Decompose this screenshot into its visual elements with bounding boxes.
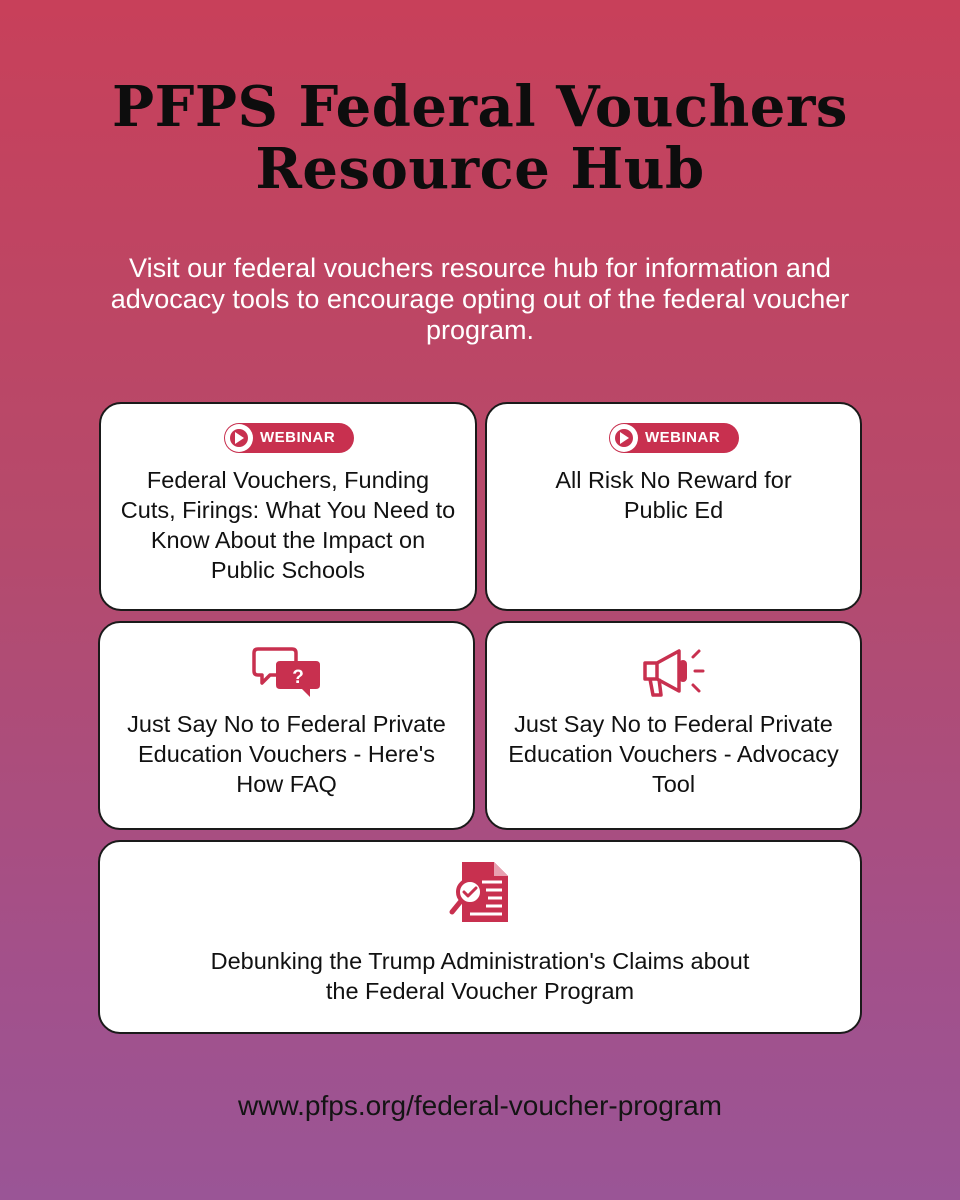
webinar-badge xyxy=(224,423,354,453)
card-title: Federal Vouchers, Funding Cuts, Firings: What You Need to Know About the Impact on Public Schools xyxy=(120,467,456,583)
title-line-2: Resource Hub xyxy=(255,136,705,202)
resource-card-debunking[interactable] xyxy=(98,840,862,1034)
resource-card-webinar-risk[interactable] xyxy=(485,402,862,611)
megaphone-icon xyxy=(639,645,709,701)
resource-card-advocacy[interactable] xyxy=(485,621,862,830)
svg-text:?: ? xyxy=(292,667,304,688)
resource-card-faq[interactable] xyxy=(98,621,475,830)
card-title: All Risk No Reward for Public Ed xyxy=(555,467,792,523)
page-title xyxy=(0,76,960,200)
card-title: Just Say No to Federal Private Education Vouchers - Here's How FAQ xyxy=(127,711,446,797)
document-search-icon xyxy=(448,860,514,926)
card-title: Just Say No to Federal Private Education Vouchers - Advocacy Tool xyxy=(508,711,839,797)
card-title: Debunking the Trump Administration's Claims about the Federal Voucher Program xyxy=(210,948,750,1004)
page-subtitle: Visit our federal vouchers resource hub for information and advocacy tools to encourage opting out of the federal voucher program. xyxy=(110,253,850,345)
footer-url[interactable]: www.pfps.org/federal-voucher-program xyxy=(238,1090,722,1121)
webinar-badge-label: WEBINAR xyxy=(260,429,336,446)
resource-card-webinar-impact[interactable] xyxy=(99,402,477,611)
chat-question-icon xyxy=(252,645,324,701)
title-line-1: PFPS Federal Vouchers xyxy=(112,74,848,140)
webinar-badge-label: WEBINAR xyxy=(645,429,721,446)
webinar-badge xyxy=(609,423,739,453)
